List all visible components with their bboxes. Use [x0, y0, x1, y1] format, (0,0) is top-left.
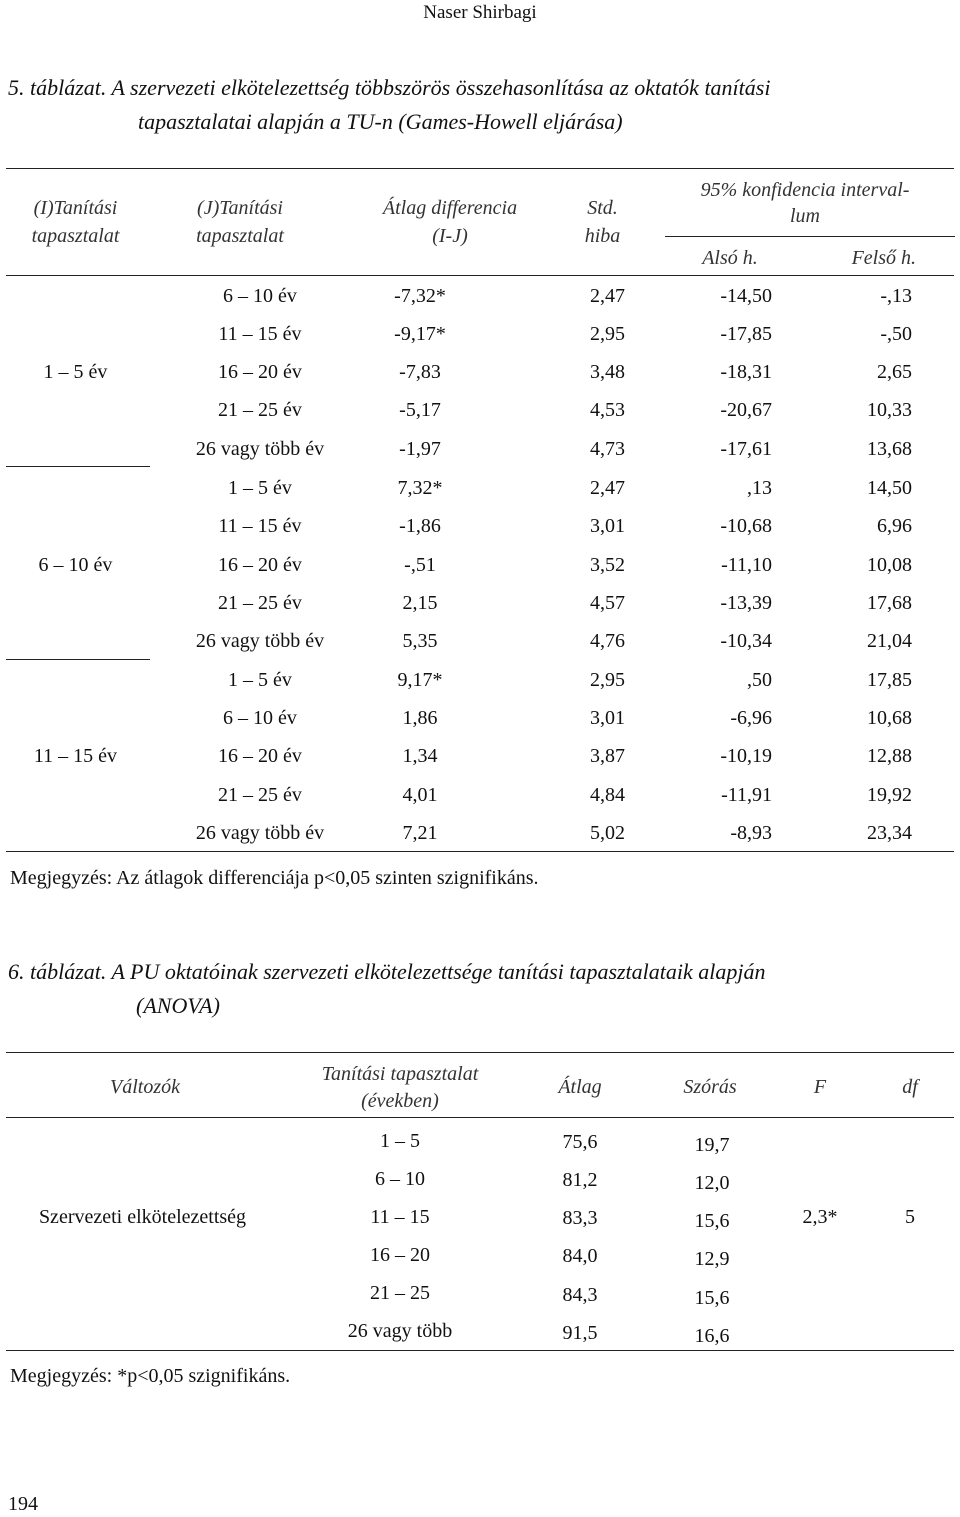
table5-note: Megjegyzés: Az átlagok differenciája p<0,05 szinten szignifikáns.: [10, 867, 539, 889]
table-row-upper: 10,08: [867, 554, 912, 576]
table-row-lower: -20,67: [720, 399, 772, 421]
table-row-upper: -,13: [880, 285, 912, 307]
table-row-upper: 21,04: [867, 630, 912, 652]
table-row-lower: -10,68: [720, 515, 772, 537]
table-row-diff: 1,86: [402, 707, 438, 729]
header-diff-line2: (I-J): [432, 225, 468, 247]
table-row-j: 11 – 15 év: [218, 323, 302, 345]
variable-label: Szervezeti elkötelezettség: [38, 1206, 247, 1228]
table-row-std: 2,47: [590, 285, 625, 307]
table-row-j: 16 – 20 év: [218, 361, 302, 383]
table-row-j: 11 – 15 év: [218, 515, 302, 537]
header-std-line1: Std.: [587, 197, 618, 219]
table-row-lower: -11,10: [721, 554, 772, 576]
table-row-std: 3,52: [590, 554, 625, 576]
header-upper: Felső h.: [851, 247, 916, 269]
table-row-diff: 4,01: [402, 784, 438, 806]
table-row-diff: -1,97: [399, 438, 441, 460]
table-row-std: 4,73: [590, 438, 625, 460]
table5-header-rule: [6, 275, 954, 276]
table-row-std: 5,02: [590, 822, 625, 844]
header-variables: Változók: [110, 1076, 180, 1098]
table-row-diff: 7,21: [402, 822, 438, 844]
table-row-std: 4,76: [590, 630, 625, 652]
table-row-std: 3,01: [590, 707, 625, 729]
table-row-lower: -8,93: [730, 822, 772, 844]
table-row-diff: -5,17: [399, 399, 441, 421]
table-row-j: 6 – 10 év: [223, 707, 297, 729]
header-mean: Átlag: [558, 1076, 602, 1098]
table6-note: Megjegyzés: *p<0,05 szignifikáns.: [10, 1365, 291, 1387]
table-row-sd: 15,6: [694, 1210, 730, 1232]
table-row-j: 6 – 10 év: [223, 285, 297, 307]
table-row-mean: 81,2: [562, 1169, 598, 1191]
table-row-j: 16 – 20 év: [218, 554, 302, 576]
table-row-experience: 1 – 5: [380, 1130, 420, 1152]
table-row-mean: 84,0: [562, 1245, 598, 1267]
header-experience-line1: Tanítási tapasztalat: [321, 1063, 479, 1085]
table-row-std: 4,84: [590, 784, 625, 806]
df-value: 5: [905, 1206, 915, 1228]
header-ci-line2: lum: [790, 205, 820, 227]
table-row-mean: 84,3: [562, 1284, 598, 1306]
table-row-diff: 2,15: [402, 592, 438, 614]
table-row-sd: 12,9: [694, 1248, 730, 1270]
table-row-std: 2,95: [590, 323, 625, 345]
table-row-upper: 17,85: [867, 669, 912, 691]
table-row-upper: 10,33: [867, 399, 912, 421]
table-row-j: 26 vagy több év: [195, 630, 325, 652]
table-row-sd: 16,6: [694, 1325, 730, 1347]
table-row-std: 3,48: [590, 361, 625, 383]
table-row-sd: 12,0: [694, 1172, 730, 1194]
table-row-diff: 1,34: [402, 745, 438, 767]
table-row-experience: 26 vagy több: [347, 1320, 453, 1342]
table6-header-rule: [6, 1117, 954, 1118]
header-j-line1: (J)Tanítási: [197, 197, 283, 219]
table-row-j: 26 vagy több év: [195, 438, 325, 460]
header-i-line2: tapasztalat: [31, 225, 120, 247]
table-row-std: 2,47: [590, 477, 625, 499]
header-j-line2: tapasztalat: [196, 225, 284, 247]
group-label: 1 – 5 év: [43, 361, 108, 383]
table-row-j: 26 vagy több év: [195, 822, 325, 844]
header-ci-line1: 95% konfidencia interval-: [700, 179, 910, 201]
header-df: df: [902, 1076, 918, 1098]
table-row-sd: 19,7: [694, 1134, 730, 1156]
table6-caption-text-2: (ANOVA): [136, 993, 220, 1018]
header-f: F: [813, 1076, 827, 1098]
running-header: Naser Shirbagi: [423, 2, 537, 23]
table-row-diff: -,51: [404, 554, 436, 576]
group-label: 11 – 15 év: [33, 745, 118, 767]
table-row-upper: 17,68: [867, 592, 912, 614]
table-row-upper: 12,88: [867, 745, 912, 767]
table-row-lower: ,13: [747, 477, 772, 499]
page-number: 194: [8, 1493, 38, 1515]
table-row-lower: -10,19: [720, 745, 772, 767]
table-row-experience: 6 – 10: [375, 1168, 425, 1190]
table-row-lower: -6,96: [730, 707, 772, 729]
table5-top-rule: [6, 168, 954, 169]
table-row-diff: -1,86: [399, 515, 441, 537]
table5-caption-text-1: A szervezeti elkötelezettség többszörös összehasonlítása az oktatók tanítási: [111, 75, 771, 100]
table5-caption-text-2: tapasztalatai alapján a TU-n (Games-Howell eljárása): [138, 109, 623, 134]
table-row-upper: 23,34: [867, 822, 912, 844]
table-row-lower: -17,61: [720, 438, 772, 460]
table-row-diff: -7,32*: [394, 285, 446, 307]
table-row-experience: 21 – 25: [370, 1282, 430, 1304]
table-row-upper: 2,65: [877, 361, 912, 383]
table-row-upper: 19,92: [867, 784, 912, 806]
table6-caption-text-1: A PU oktatóinak szervezeti elkötelezettsége tanítási tapasztalataik alapján: [111, 959, 766, 984]
table-row-experience: 16 – 20: [370, 1244, 430, 1266]
table5-caption-number: 5. táblázat.: [8, 75, 107, 100]
header-diff-line1: Átlag differencia: [382, 197, 518, 219]
table-row-j: 21 – 25 év: [218, 399, 302, 421]
table-row-mean: 91,5: [562, 1322, 598, 1344]
table-row-diff: -7,83: [399, 361, 441, 383]
table6-bottom-rule: [6, 1350, 954, 1351]
table-row-j: 1 – 5 év: [228, 477, 292, 499]
table-row-upper: 10,68: [867, 707, 912, 729]
table-row-std: 2,95: [590, 669, 625, 691]
table-row-mean: 83,3: [562, 1207, 598, 1229]
header-std-line2: hiba: [584, 225, 621, 247]
table-row-upper: -,50: [880, 323, 912, 345]
table-row-diff: 5,35: [402, 630, 438, 652]
table6-top-rule: [6, 1052, 954, 1053]
group-divider: [6, 466, 150, 467]
table-row-diff: 7,32*: [397, 477, 443, 499]
table-row-upper: 13,68: [867, 438, 912, 460]
table-row-lower: -14,50: [720, 285, 772, 307]
table-row-mean: 75,6: [562, 1131, 598, 1153]
table5-bottom-rule: [6, 851, 954, 852]
table-row-sd: 15,6: [694, 1287, 730, 1309]
table-row-lower: ,50: [747, 669, 772, 691]
group-divider: [6, 659, 150, 660]
table6-caption-number: 6. táblázat.: [8, 959, 107, 984]
table-row-j: 1 – 5 év: [228, 669, 292, 691]
f-value: 2,3*: [802, 1206, 838, 1228]
table-row-lower: -10,34: [720, 630, 772, 652]
table-row-std: 4,53: [590, 399, 625, 421]
header-experience-line2: (években): [361, 1090, 439, 1112]
table-row-j: 16 – 20 év: [218, 745, 302, 767]
table-row-diff: -9,17*: [394, 323, 446, 345]
table-row-lower: -17,85: [720, 323, 772, 345]
table-row-j: 21 – 25 év: [218, 592, 302, 614]
table-row-j: 21 – 25 év: [218, 784, 302, 806]
header-i-line1: (I)Tanítási: [33, 197, 118, 219]
table5-caption: [8, 71, 954, 139]
table-row-experience: 11 – 15: [370, 1206, 430, 1228]
table6-caption: [8, 955, 954, 1023]
table-row-std: 3,01: [590, 515, 625, 537]
header-lower: Alsó h.: [702, 247, 758, 269]
table-row-lower: -13,39: [720, 592, 772, 614]
table-row-std: 4,57: [590, 592, 625, 614]
table-row-std: 3,87: [590, 745, 625, 767]
table-row-upper: 14,50: [867, 477, 912, 499]
table-row-lower: -11,91: [721, 784, 772, 806]
table-row-lower: -18,31: [720, 361, 772, 383]
table-row-upper: 6,96: [877, 515, 912, 537]
table-row-diff: 9,17*: [397, 669, 443, 691]
ci-header-rule: [665, 236, 955, 237]
group-label: 6 – 10 év: [38, 554, 113, 576]
header-sd: Szórás: [683, 1076, 737, 1098]
